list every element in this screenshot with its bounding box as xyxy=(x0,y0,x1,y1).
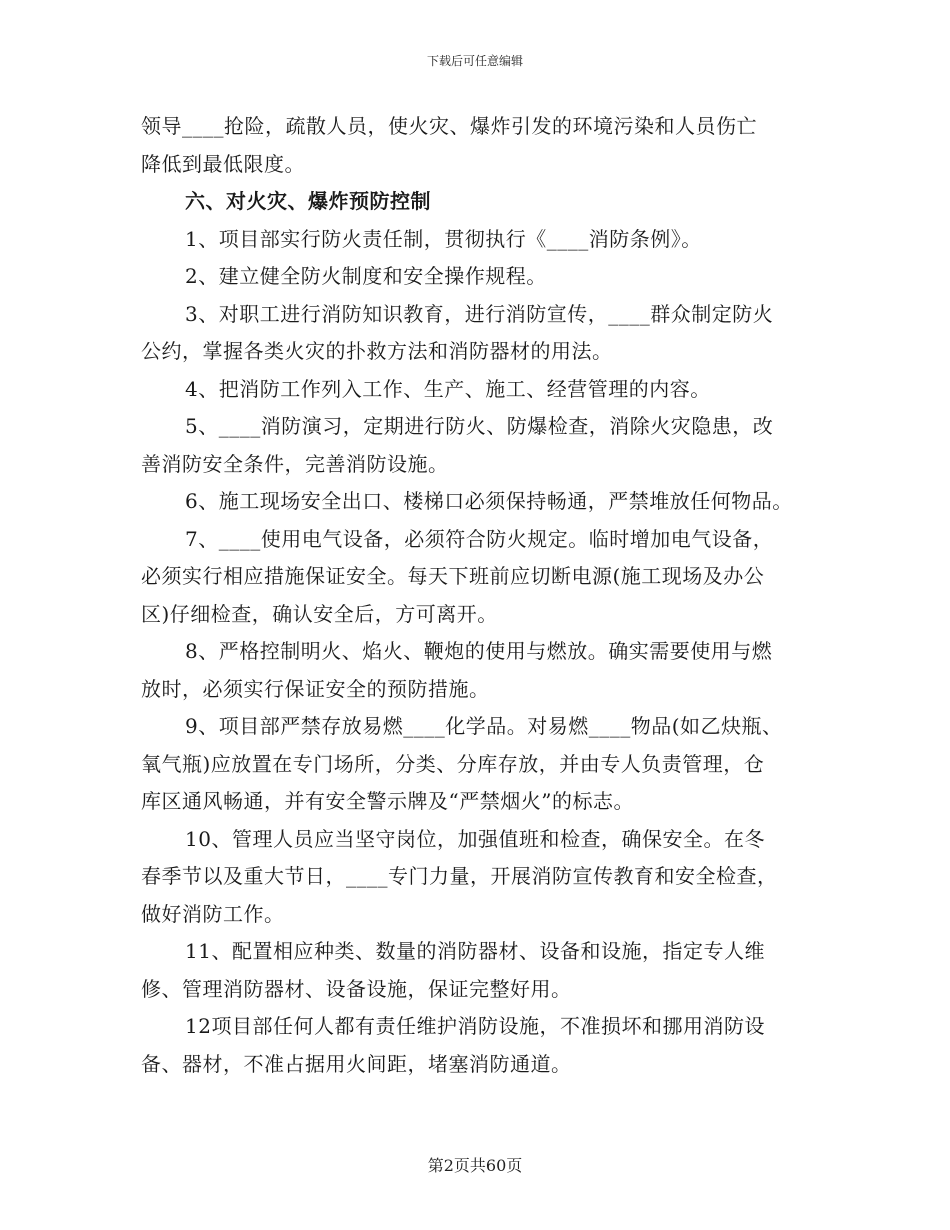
body-line: 区)仔细检查，确认安全后，方可离开。 xyxy=(141,601,498,626)
page-header: 下载后可任意编辑 xyxy=(426,54,523,68)
list-item-12: 12项目部任何人都有责任维护消防设施，不准损坏和挪用消防设 xyxy=(185,1014,765,1038)
list-item-9: 9、项目部严禁存放易燃____化学品。对易燃____物品(如乙炔瓶、 xyxy=(185,714,783,738)
body-line: 氧气瓶)应放置在专门场所，分类、分库存放，并由专人负责管理，仓 xyxy=(141,751,765,776)
document-body xyxy=(141,108,811,1083)
body-line: 做好消防工作。 xyxy=(141,901,285,926)
body-line: 库区通风畅通，并有安全警示牌及“严禁烟火”的标志。 xyxy=(141,789,634,813)
list-item-7: 7、____使用电气设备，必须符合防火规定。临时增加电气设备， xyxy=(185,526,774,551)
list-item-11: 11、配置相应种类、数量的消防器材、设备和设施，指定专人维 xyxy=(185,939,765,963)
body-line: 降低到最低限度。 xyxy=(141,151,305,176)
body-line: 春季节以及重大节日，____专门力量，开展消防宣传教育和安全检查， xyxy=(141,864,778,888)
body-line: 公约，掌握各类火灾的扑救方法和消防器材的用法。 xyxy=(141,339,613,363)
list-item-5: 5、____消防演习，定期进行防火、防爆检查，消除火灾隐患，改 xyxy=(185,414,774,438)
list-item-3: 3、对职工进行消防知识教育，进行消防宣传，____群众制定防火 xyxy=(185,301,774,326)
list-item-1: 1、项目部实行防火责任制，贯彻执行《____消防条例》。 xyxy=(185,226,702,251)
list-item-8: 8、严格控制明火、焰火、鞭炮的使用与燃放。确实需要使用与燃 xyxy=(185,639,773,663)
page-number: 第2页共60页 xyxy=(427,1156,523,1175)
list-item-6: 6、施工现场安全出口、楼梯口必须保持畅通，严禁堆放任何物品。 xyxy=(185,489,793,513)
body-line: 备、器材，不准占据用火间距，堵塞消防通道。 xyxy=(141,1051,572,1076)
list-item-10: 10、管理人员应当坚守岗位，加强值班和检查，确保安全。在冬 xyxy=(185,826,765,851)
list-item-2: 2、建立健全防火制度和安全操作规程。 xyxy=(185,264,547,288)
body-line: 善消防安全条件，完善消防设施。 xyxy=(141,451,449,476)
body-line: 修、管理消防器材、设备设施，保证完整好用。 xyxy=(141,976,572,1001)
body-line: 放时，必须实行保证安全的预防措施。 xyxy=(141,676,490,701)
body-line: 领导____抢险，疏散人员，使火灾、爆炸引发的环境污染和人员伤亡 xyxy=(141,114,757,138)
section-heading: 六、对火灾、爆炸预防控制 xyxy=(185,189,431,213)
list-item-4: 4、把消防工作列入工作、生产、施工、经营管理的内容。 xyxy=(185,376,711,401)
body-line: 必须实行相应措施保证安全。每天下班前应切断电源(施工现场及办公 xyxy=(141,564,765,588)
